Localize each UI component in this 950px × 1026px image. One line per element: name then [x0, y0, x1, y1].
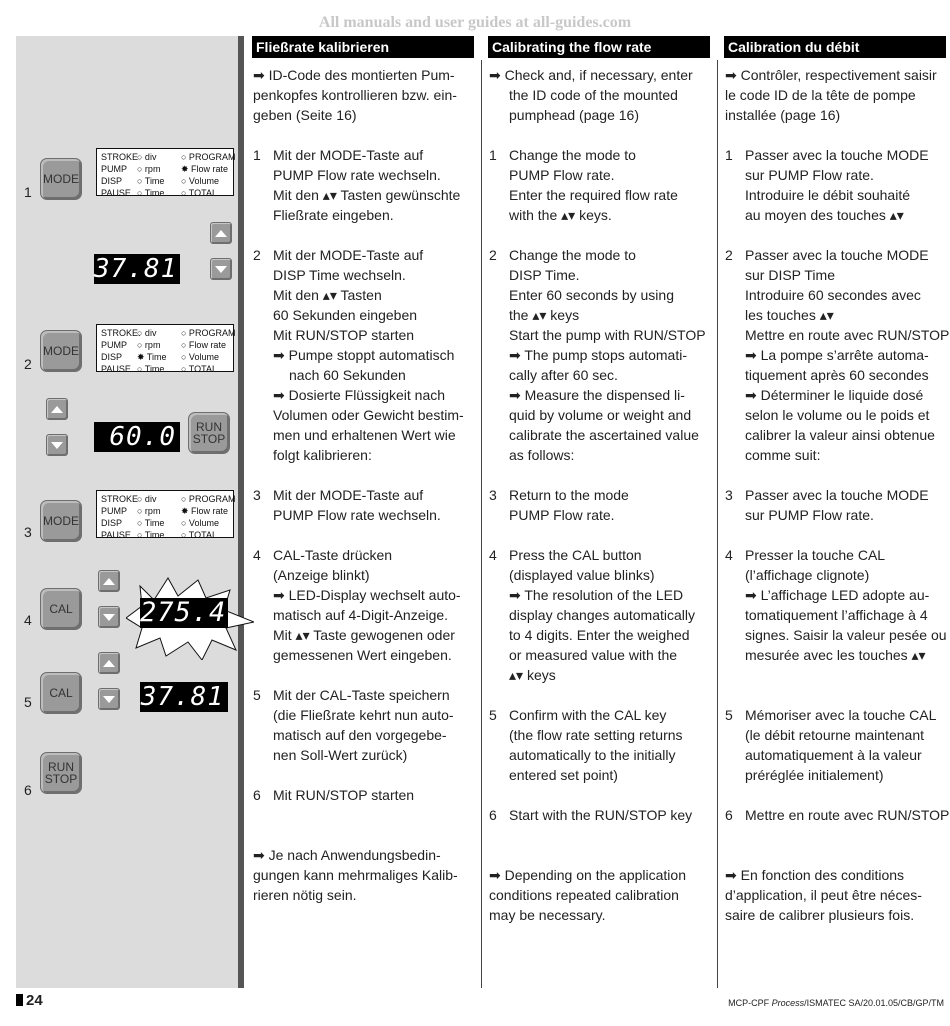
step-2-en: 2 Change the mode to DISP Time. Enter 60 seconds by using the ▴▾ keys Start the pump with RUN/STOP ➡ The pump stops automati- cally after 60 sec. ➡ Measure the dispensed li- quid by volume or weight and calibrate the ascertained value as follows: — [489, 247, 706, 463]
up-arrow-button[interactable] — [46, 398, 68, 420]
run-stop-button[interactable]: RUN STOP — [188, 412, 230, 454]
panel-step-number: 3 — [24, 524, 32, 540]
note-en: ➡ Depending on the application conditions repeated calibration may be necessary. — [489, 867, 686, 923]
document-reference: MCP-CPF Process/ISMATEC SA/20.01.05/CB/GP/TM — [728, 998, 944, 1008]
up-arrow-button[interactable] — [210, 222, 232, 244]
step-2-de: 2 Mit der MODE-Taste auf DISP Time wechseln. Mit den ▴▾ Tasten 60 Sekunden eingeben Mit RUN/STOP starten ➡ Pumpe stoppt automatisch nach 60 Sekunden ➡ Dosierte Flüssigkeit nach Volumen oder Gewicht bestim- men und erhaltenen Wert wie folgt kalibrieren: — [253, 247, 464, 463]
column-title-fr: Calibration du débit — [724, 36, 946, 58]
step-4-en: 4 Press the CAL button (displayed value blinks) ➡ The resolution of the LED display changes automatically to 4 digits. Enter the weighed or measured value with the ▴▾ keys — [489, 547, 695, 683]
step-3-de: 3 Mit der MODE-Taste auf PUMP Flow rate wechseln. — [253, 487, 441, 523]
up-arrow-icon — [103, 578, 115, 585]
column-divider — [717, 60, 718, 988]
down-arrow-icon — [51, 442, 63, 449]
led-display: 37.81 — [94, 254, 180, 284]
panel-divider — [238, 36, 244, 988]
panel-step-number: 6 — [24, 782, 32, 798]
column-title-en: Calibrating the flow rate — [488, 36, 710, 58]
panel-step-number: 4 — [24, 612, 32, 628]
cal-button[interactable]: CAL — [40, 672, 82, 714]
led-display: 275.4 — [140, 597, 227, 628]
up-arrow-icon — [215, 230, 227, 237]
column-title-de: Fließrate kalibrieren — [252, 36, 474, 58]
step-5-en: 5 Confirm with the CAL key (the flow rate setting returns automatically to the initially entered set point) — [489, 707, 683, 783]
panel-step-number: 1 — [24, 184, 32, 200]
step-1-en: 1 Change the mode to PUMP Flow rate. Enter the required flow rate with the ▴▾ keys. — [489, 147, 678, 223]
page-marker-icon — [16, 994, 23, 1006]
step-4-fr: 4 Presser la touche CAL (l’affichage clignote) ➡ L’affichage LED adopte au- tomatiquement l’affichage à 4 signes. Saisir la valeur pesée ou mesurée avec les touches ▴▾ — [725, 547, 947, 663]
down-arrow-button[interactable] — [210, 258, 232, 280]
up-arrow-icon — [51, 406, 63, 413]
panel-step-number: 5 — [24, 694, 32, 710]
column-divider — [481, 60, 482, 988]
step-1-de: 1 Mit der MODE-Taste auf PUMP Flow rate wechseln. Mit den ▴▾ Tasten gewünschte Fließrate eingeben. — [253, 147, 461, 223]
down-arrow-icon — [103, 614, 115, 621]
step-5-de: 5 Mit der CAL-Taste speichern (die Fließrate kehrt nun auto- matisch auf den vorgegebe- nen Soll-Wert zurück) — [253, 687, 454, 763]
up-arrow-icon — [103, 660, 115, 667]
lcd-display: STROKE. PUMP DISP PAUSE ○ div ○ rpm ✸ Time ○ Time ○ PROGRAM ○ Flow rate ○ Volume ○ TOTAL — [96, 324, 234, 372]
up-arrow-button[interactable] — [98, 652, 120, 674]
down-arrow-icon — [215, 266, 227, 273]
down-arrow-button[interactable] — [98, 688, 120, 710]
down-arrow-button[interactable] — [98, 606, 120, 628]
step-1-fr: 1 Passer avec la touche MODE sur PUMP Flow rate. Introduire le débit souhaité au moyen des touches ▴▾ — [725, 147, 929, 223]
note-de: ➡ Je nach Anwendungsbedin- gungen kann mehrmaliges Kalib- rieren nötig sein. — [253, 847, 458, 903]
intro-de: ➡ ID-Code des montierten Pum- penkopfes kontrollieren bzw. ein- geben (Seite 16) — [253, 67, 457, 123]
lcd-display: STROKE PUMP DISP PAUSE ○ div ○ rpm ○ Time ○ Time ○ PROGRAM ✸ Flow rate ○ Volume ○ TOTAL — [96, 148, 234, 196]
down-arrow-icon — [103, 696, 115, 703]
panel-step-number: 2 — [24, 356, 32, 372]
led-display: 60.0 — [94, 422, 180, 452]
led-display: 37.81 — [140, 682, 228, 712]
lcd-display: STROKE PUMP DISP PAUSE ○ div ○ rpm ○ Time ○ Time ○ PROGRAM ✸ Flow rate ○ Volume ○ TOTAL — [96, 490, 234, 538]
step-3-en: 3 Return to the mode PUMP Flow rate. — [489, 487, 629, 523]
cal-button[interactable]: CAL — [40, 588, 82, 630]
note-fr: ➡ En fonction des conditions d’application, il peut être néces- saire de calibrer plusieurs fois. — [725, 867, 922, 923]
run-stop-button[interactable]: RUN STOP — [40, 752, 82, 794]
step-6-en: 6 Start with the RUN/STOP key — [489, 807, 693, 823]
mode-button[interactable]: MODE — [40, 158, 82, 200]
up-arrow-button[interactable] — [98, 570, 120, 592]
watermark: All manuals and user guides at all-guides.com — [318, 14, 632, 31]
intro-fr: ➡ Contrôler, respectivement saisir le code ID de la tête de pompe installée (page 16) — [725, 67, 937, 123]
step-6-fr: 6 Mettre en route avec RUN/STOP — [725, 807, 950, 823]
step-2-fr: 2 Passer avec la touche MODE sur DISP Time Introduire 60 secondes avec les touches ▴▾ Mettre en route avec RUN/STOP ➡ La pompe s’arrête automa- tiquement après 60 secondes ➡ Déterminer le liquide dosé selon le volume ou le poids et calibrer la valeur ainsi obtenue comme suit: — [725, 247, 950, 463]
step-3-fr: 3 Passer avec la touche MODE sur PUMP Flow rate. — [725, 487, 929, 523]
mode-button[interactable]: MODE — [40, 330, 82, 372]
page-number: 24 — [16, 992, 43, 1009]
intro-en: ➡ Check and, if necessary, enter the ID code of the mounted pumphead (page 16) — [489, 67, 693, 123]
step-4-de: 4 CAL-Taste drücken (Anzeige blinkt) ➡ LED-Display wechselt auto- matisch auf 4-Digit-Anzeige. Mit ▴▾ Taste gewogenen oder gemessenen Wert eingeben. — [253, 547, 461, 663]
down-arrow-button[interactable] — [46, 434, 68, 456]
mode-button[interactable]: MODE — [40, 500, 82, 542]
step-5-fr: 5 Mémoriser avec la touche CAL (le débit retourne maintenant automatiquement à la valeur préréglée initialement) — [725, 707, 937, 783]
step-6-de: 6 Mit RUN/STOP starten — [253, 787, 415, 803]
